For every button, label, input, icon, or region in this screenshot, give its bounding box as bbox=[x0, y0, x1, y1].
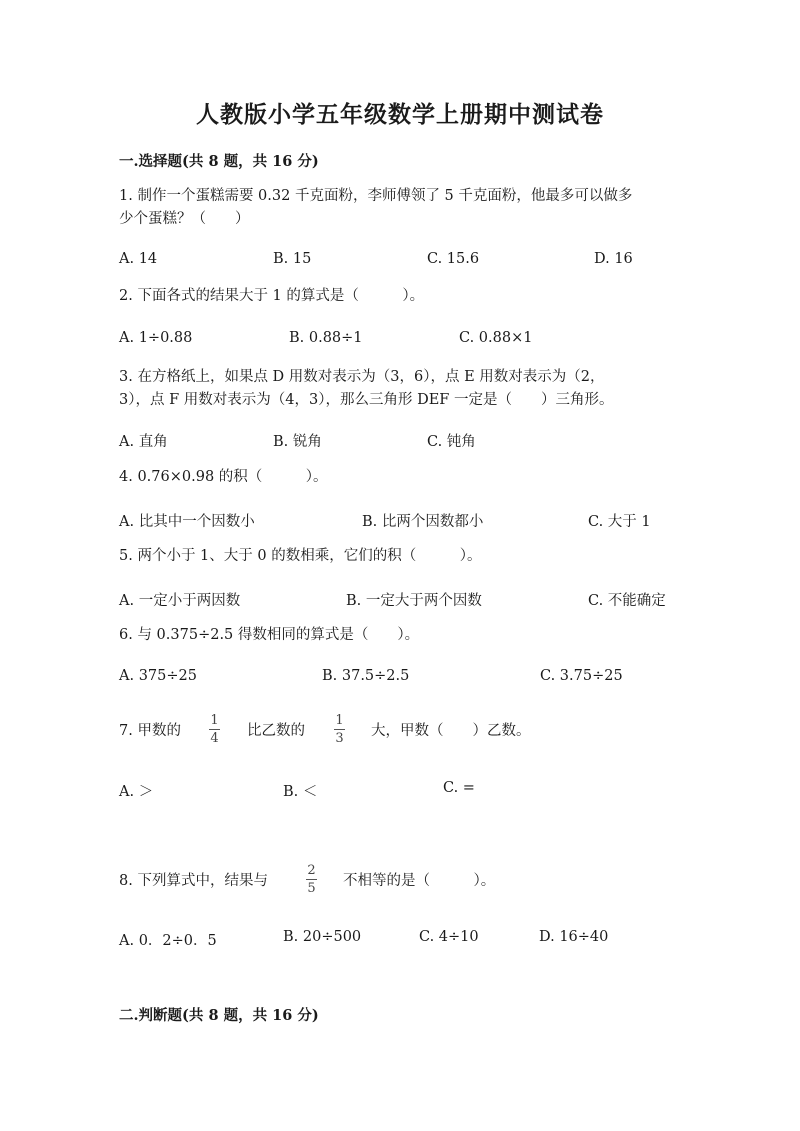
question-7-option-c: C. = bbox=[443, 780, 475, 796]
question-2-option-b: B. 0.88÷1 bbox=[289, 330, 363, 346]
question-4-option-c: C. 大于 1 bbox=[588, 514, 651, 530]
question-8-text-part1: 8. 下列算式中，结果与 bbox=[119, 873, 268, 889]
question-6-option-a: A. 375÷25 bbox=[119, 668, 197, 684]
question-8-option-a: A. 0．2÷0．5 bbox=[119, 933, 217, 949]
question-3-option-b: B. 锐角 bbox=[273, 434, 322, 450]
question-1-option-a: A. 14 bbox=[119, 251, 158, 267]
question-1-text-line2: 少个蛋糕？（ ） bbox=[119, 211, 250, 227]
question-7-option-b: B. ＜ bbox=[283, 784, 318, 800]
question-6-option-c: C. 3.75÷25 bbox=[540, 668, 623, 684]
question-2-option-c: C. 0.88×1 bbox=[459, 330, 533, 346]
question-6-text: 6. 与 0.375÷2.5 得数相同的算式是（ ）。 bbox=[119, 627, 420, 643]
question-4-option-b: B. 比两个因数都小 bbox=[362, 514, 484, 530]
question-7-text-part2: 比乙数的 bbox=[247, 723, 305, 739]
question-3-text-line1: 3. 在方格纸上，如果点 D 用数对表示为（3，6），点 E 用数对表示为（2， bbox=[119, 369, 605, 385]
section-heading-judgement: 二.判断题(共 8 题，共 16 分) bbox=[119, 1007, 319, 1024]
fraction-denominator: 5 bbox=[307, 881, 316, 896]
question-8-fraction bbox=[306, 863, 317, 896]
question-7-text-part3: 大，甲数（ ）乙数。 bbox=[371, 723, 531, 739]
fraction-bar bbox=[209, 729, 220, 730]
question-7-text-part1: 7. 甲数的 bbox=[119, 723, 181, 739]
question-5-option-c: C. 不能确定 bbox=[588, 593, 666, 609]
question-7-option-a: A. ＞ bbox=[119, 784, 154, 800]
question-2-option-a: A. 1÷0.88 bbox=[119, 330, 193, 346]
question-2-text: 2. 下面各式的结果大于 1 的算式是（ ）。 bbox=[119, 288, 425, 304]
section-heading-choice: 一.选择题(共 8 题，共 16 分) bbox=[119, 153, 319, 170]
question-5-option-b: B. 一定大于两个因数 bbox=[346, 593, 482, 609]
question-1-option-b: B. 15 bbox=[273, 251, 312, 267]
question-3-option-a: A. 直角 bbox=[119, 434, 168, 450]
fraction-numerator: 1 bbox=[335, 713, 344, 728]
question-5-text: 5. 两个小于 1、大于 0 的数相乘，它们的积（ ）。 bbox=[119, 548, 482, 564]
question-7-fraction-1 bbox=[209, 713, 220, 746]
question-3-text-line2: 3），点 F 用数对表示为（4，3），那么三角形 DEF 一定是（ ）三角形。 bbox=[119, 392, 614, 408]
fraction-numerator: 2 bbox=[307, 863, 316, 878]
question-7-fraction-2 bbox=[334, 713, 345, 746]
fraction-denominator: 4 bbox=[210, 731, 219, 746]
question-8-text-part2: 不相等的是（ ）。 bbox=[343, 873, 496, 889]
question-3-option-c: C. 钝角 bbox=[427, 434, 476, 450]
question-4-option-a: A. 比其中一个因数小 bbox=[119, 514, 255, 530]
question-4-text: 4. 0.76×0.98 的积（ ）。 bbox=[119, 469, 328, 485]
fraction-numerator: 1 bbox=[210, 713, 219, 728]
question-8-option-b: B. 20÷500 bbox=[283, 929, 362, 945]
question-6-option-b: B. 37.5÷2.5 bbox=[322, 668, 410, 684]
question-5-option-a: A. 一定小于两因数 bbox=[119, 593, 241, 609]
question-8-option-d: D. 16÷40 bbox=[539, 929, 609, 945]
fraction-bar bbox=[306, 879, 317, 880]
fraction-denominator: 3 bbox=[335, 731, 344, 746]
question-1-text-line1: 1. 制作一个蛋糕需要 0.32 千克面粉，李师傅领了 5 千克面粉，他最多可以做多 bbox=[119, 188, 633, 204]
question-1-option-c: C. 15.6 bbox=[427, 251, 480, 267]
page-title: 人教版小学五年级数学上册期中测试卷 bbox=[196, 101, 604, 128]
fraction-bar bbox=[334, 729, 345, 730]
question-1-option-d: D. 16 bbox=[594, 251, 633, 267]
question-8-option-c: C. 4÷10 bbox=[419, 929, 479, 945]
